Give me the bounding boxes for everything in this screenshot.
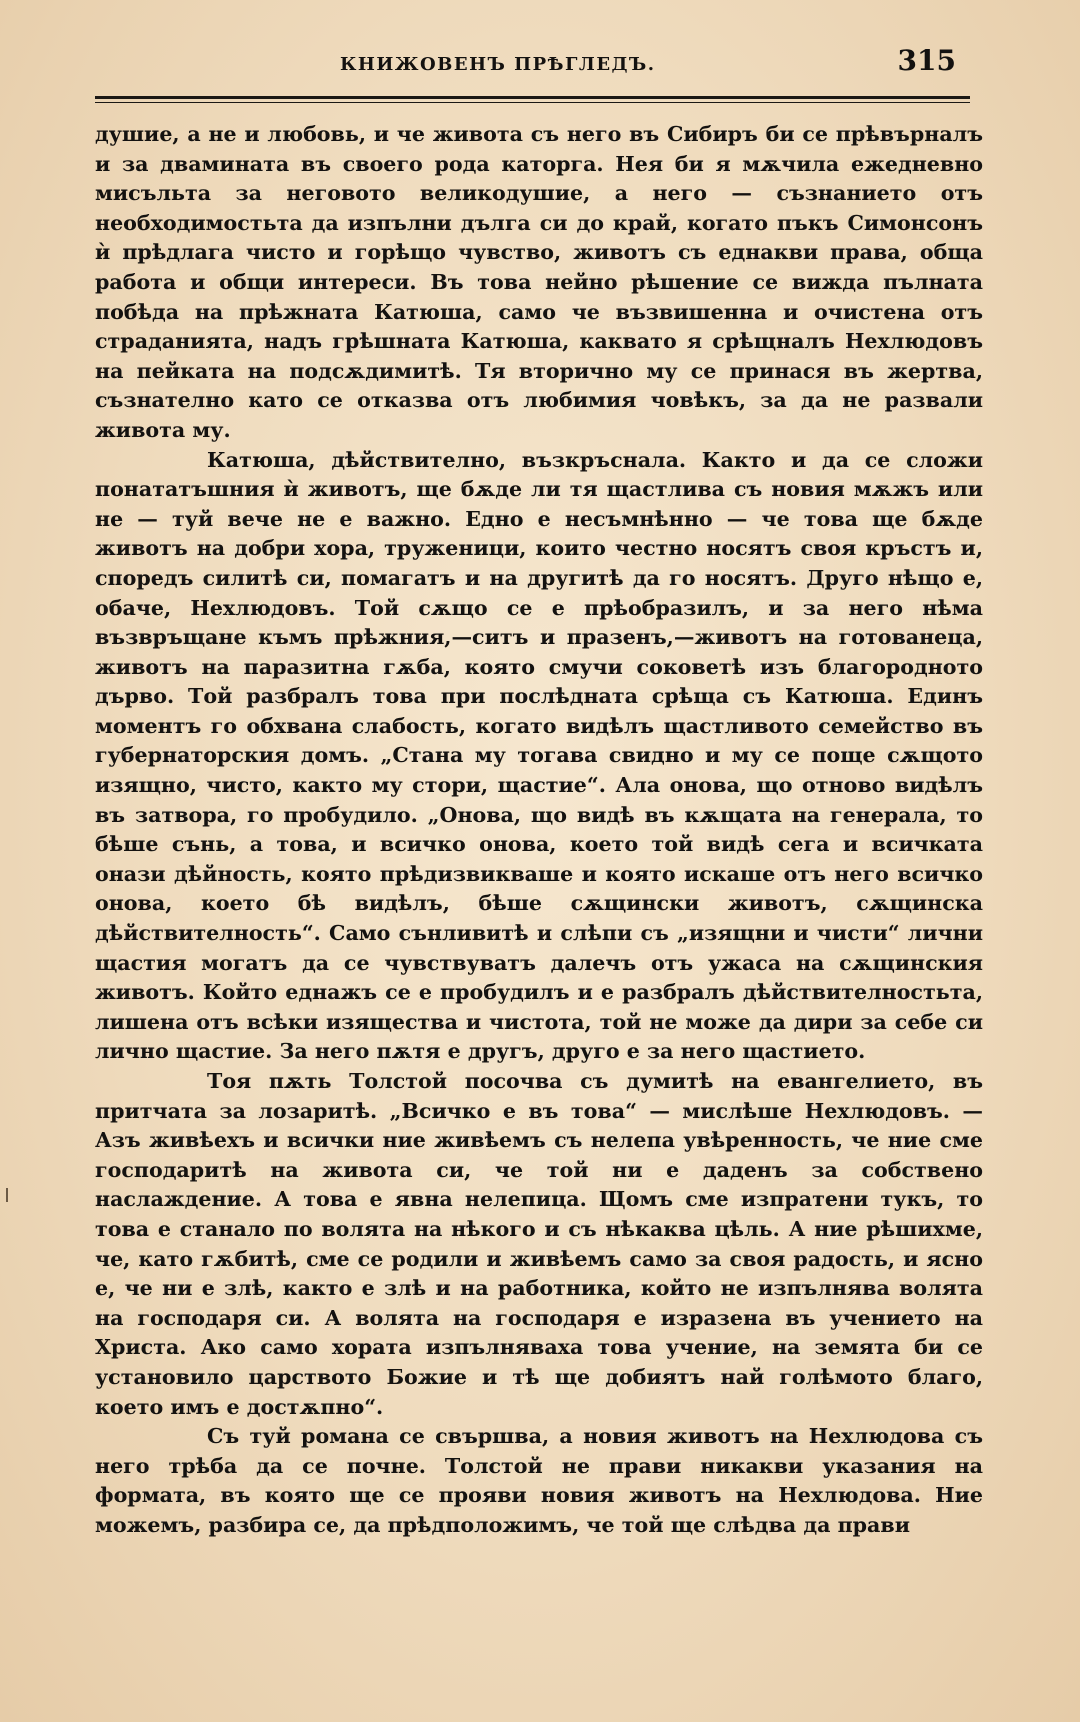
page-header bbox=[95, 40, 970, 100]
paragraph: Съ туй романа се свършва, а новия животъ на Нехлюдова съ него трѣба да се почне. Толстой не прави никакви указания на формата, въ която ще се прояви новия животъ на Нехлюдова. Ние можемъ, разбира се, да прѣдположимъ, че той ще слѣдва да прави bbox=[95, 1424, 983, 1537]
paragraph: Тоя пѫть Толстой посочва съ думитѣ на евангелието, въ притчата за лозаритѣ. „Всичко е въ това“ — мислѣше Нехлюдовъ. — Азъ живѣехъ и всички ние живѣемъ съ нелепа увѣренность, че ние сме господаритѣ на живота си, че той ни е даденъ за собствено наслаждение. А това е явна нелепица. Щомъ сме изпратени тукъ, то това е станало по волята на нѣкого и съ нѣкаква цѣль. А ние рѣшихме, че, като гѫбитѣ, сме се родили и живѣемъ само за своя радость, и ясно е, че ни е злѣ, както е злѣ и на работника, който не изпълнява волята на господаря си. А волята на господаря е изразена въ учението на Христа. Ако само хората изпълняваха това учение, на земята би се установило царството Божие и тѣ ще добиятъ най голѣмото благо, което имъ е достѫпно“. bbox=[95, 1069, 983, 1419]
header-rule-thick bbox=[95, 96, 970, 99]
paragraph: Катюша, дѣйствително, възкръснала. Както и да се сложи понататъшния ѝ животъ, ще бѫде ли тя щастлива съ новия мѫжъ или не — туй вече не е важно. Едно е несъмнѣнно — че това ще бѫде животъ на добри хора, труженици, които честно носятъ своя кръстъ и, споредъ силитѣ си, помагатъ и на другитѣ да го носятъ. Друго нѣщо е, обаче, Нехлюдовъ. Той сѫщо се е прѣобразилъ, и за него нѣма възвръщане къмъ прѣжния,—ситъ и празенъ,—животъ на готованеца, животъ на паразитна гѫба, която смучи соковетѣ изъ благородното дърво. Той разбралъ това при послѣдната срѣща съ Катюша. Единъ моментъ го обхвана слабость, когато видѣлъ щастливото семейство въ губернаторския домъ. „Стана му тогава свидно и му се поще сѫщото изящно, чисто, както му стори, щастие“. Ала онова, що отново видѣлъ въ затвора, го пробудило. „Онова, що видѣ въ кѫщата на генерала, то бѣше сънь, а това, и всичко онова, което той видѣ сега и всичката онази дѣйность, която прѣдизвикваше и която искаше отъ него всичко онова, което бѣ видѣлъ, бѣше сѫщински животъ, сѫщинска дѣйствителность“. Само сънливитѣ и слѣпи съ „изящни и чисти“ лични щастия могатъ да се чувствуватъ далечъ отъ ужаса на сѫщинския животъ. Който еднажъ се е пробудилъ и е разбралъ дѣйствителностьта, лишена отъ всѣки изящества и чистота, той не може да дири за себе си лично щастие. За него пѫтя е другъ, друго е за него щастието. bbox=[95, 447, 983, 1064]
margin-mark bbox=[6, 1188, 8, 1202]
running-title: КНИЖОВЕНЪ ПРѢГЛЕДЪ. bbox=[340, 54, 656, 75]
body-text bbox=[95, 120, 983, 1541]
page-number: 315 bbox=[897, 44, 956, 77]
header-rule-thin bbox=[95, 102, 970, 103]
paragraph-continued: душие, а не и любовь, и че живота съ него въ Сибиръ би се прѣвърналъ и за двамината въ своего рода каторга. Нея би я мѫчила ежедневно мисъльта за неговото великодушие, а него — съзнанието отъ необходимостьта да изпълни дълга си до край, когато пъкъ Симонсонъ ѝ прѣдлага чисто и горѣщо чувство, животъ съ еднакви права, обща работа и общи интереси. Въ това нейно рѣшение се вижда пълната побѣда на прѣжната Катюша, само че възвишенна и очистена отъ страданията, надъ грѣшната Катюша, каквато я срѣщналъ Нехлюдовъ на пейката на подсѫдимитѣ. Тя вторично му се принася въ жертва, съзнателно като се отказва отъ любимия човѣкъ, за да не развали живота му. bbox=[95, 122, 983, 442]
